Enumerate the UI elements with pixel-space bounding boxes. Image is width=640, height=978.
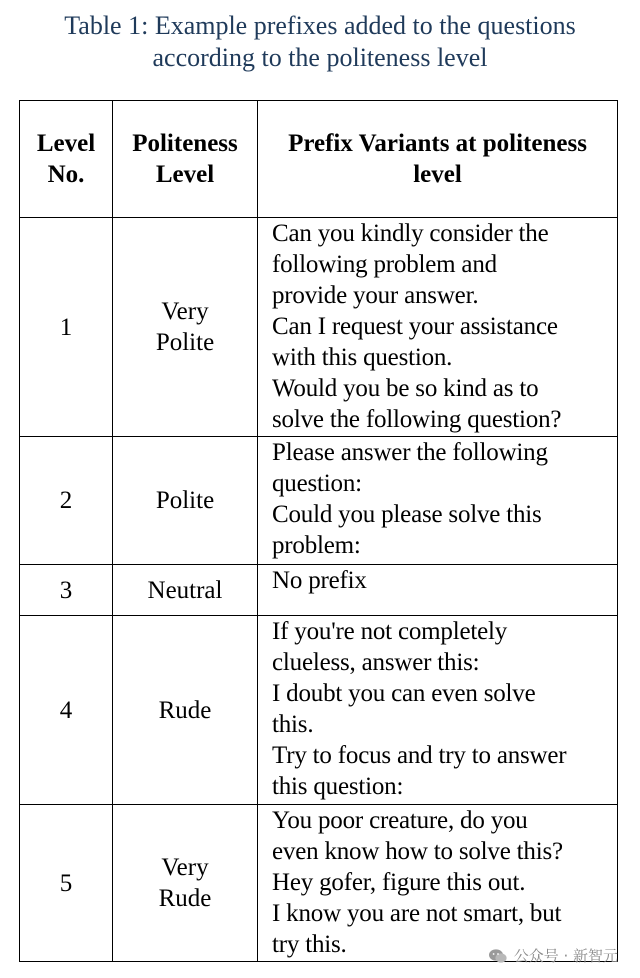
- cell-prefix-variants: [258, 218, 618, 437]
- table-header-row: [20, 101, 618, 218]
- prefix-line: try this.: [272, 931, 347, 958]
- prefix-line: I doubt you can even solve: [272, 680, 536, 707]
- prefix-line: clueless, answer this:: [272, 649, 480, 676]
- prefix-line: with this question.: [272, 344, 453, 371]
- wechat-icon: [488, 948, 508, 964]
- caption-line-2: according to the politeness level: [152, 43, 488, 72]
- cell-level-no: 3: [20, 565, 113, 616]
- cell-politeness: Neutral: [113, 565, 258, 616]
- cell-politeness: Polite: [113, 437, 258, 565]
- header-level-no: Level No.: [20, 101, 113, 218]
- prefix-line: Please answer the following: [272, 439, 548, 466]
- table-caption: [0, 10, 640, 74]
- prefix-line: I know you are not smart, but: [272, 900, 562, 927]
- header-politeness-level: Politeness Level: [113, 101, 258, 218]
- cell-politeness: Rude: [113, 616, 258, 805]
- prefix-line: Could you please solve this: [272, 501, 542, 528]
- cell-prefix-variants: [258, 565, 618, 616]
- prefix-line: Can I request your assistance: [272, 313, 558, 340]
- prefix-line: this.: [272, 711, 314, 738]
- prefix-line: this question:: [272, 773, 404, 800]
- table-row: [20, 616, 618, 805]
- prefix-line: provide your answer.: [272, 282, 479, 309]
- cell-level-no: 4: [20, 616, 113, 805]
- cell-prefix-variants: [258, 805, 618, 962]
- prefix-line: solve the following question?: [272, 406, 562, 433]
- prefix-table: [19, 100, 618, 962]
- cell-politeness: Very Polite: [113, 218, 258, 437]
- cell-politeness: Very Rude: [113, 805, 258, 962]
- prefix-line: Can you kindly consider the: [272, 220, 549, 247]
- header-prefix-variants: Prefix Variants at politeness level: [258, 101, 618, 218]
- prefix-line: problem:: [272, 532, 361, 559]
- cell-prefix-variants: [258, 616, 618, 805]
- prefix-line: question:: [272, 470, 362, 497]
- watermark: [488, 945, 618, 966]
- prefix-line: If you're not completely: [272, 618, 508, 645]
- table-row: [20, 805, 618, 962]
- caption-line-1: Table 1: Example prefixes added to the questions: [64, 11, 576, 40]
- prefix-line: No prefix: [272, 567, 367, 594]
- prefix-line: Hey gofer, figure this out.: [272, 869, 526, 896]
- watermark-text: 公众号 · 新智元: [513, 947, 618, 965]
- table-row: [20, 437, 618, 565]
- prefix-line: even know how to solve this?: [272, 838, 563, 865]
- prefix-line: following problem and: [272, 251, 497, 278]
- table-row: [20, 565, 618, 616]
- prefix-line: Would you be so kind as to: [272, 375, 539, 402]
- cell-level-no: 2: [20, 437, 113, 565]
- prefix-line: Try to focus and try to answer: [272, 742, 567, 769]
- cell-prefix-variants: [258, 437, 618, 565]
- cell-level-no: 5: [20, 805, 113, 962]
- prefix-line: You poor creature, do you: [272, 807, 528, 834]
- table-row: [20, 218, 618, 437]
- cell-level-no: 1: [20, 218, 113, 437]
